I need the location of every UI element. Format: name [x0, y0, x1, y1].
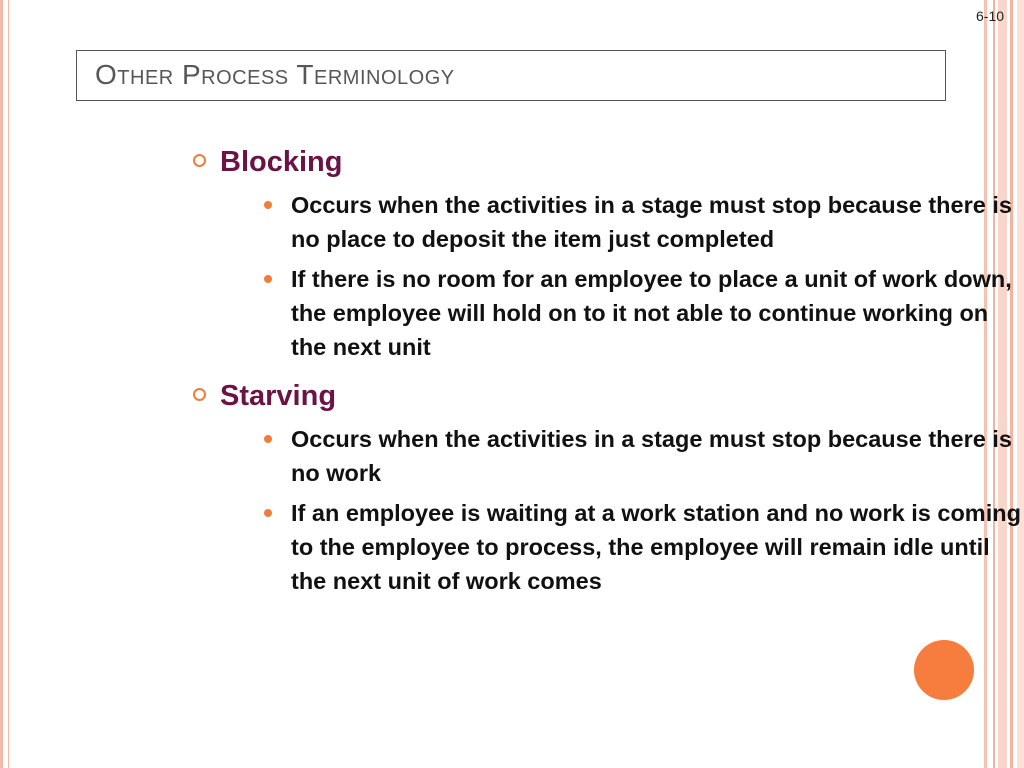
left-border-line	[8, 0, 9, 768]
ring-bullet-icon	[193, 154, 206, 167]
section-starving	[190, 376, 1021, 598]
bullet-text: If an employee is waiting at a work station and no work is coming to the employee to process, the employee will remain idle until the next unit of work comes	[291, 500, 1021, 594]
stripe	[1017, 0, 1024, 768]
section-heading: Blocking	[220, 146, 343, 178]
decorative-circle-icon	[914, 640, 974, 700]
slide-content	[190, 142, 1021, 610]
title-box	[76, 50, 946, 101]
dot-bullet-icon	[264, 201, 272, 209]
right-decorative-stripes	[984, 0, 1024, 768]
list-item	[220, 496, 1021, 598]
list-item	[220, 262, 1012, 364]
left-border-bar	[0, 0, 3, 768]
bullet-text: Occurs when the activities in a stage must stop because there is no work	[291, 426, 1012, 486]
stripe	[998, 0, 1007, 768]
section-blocking	[190, 142, 1012, 364]
bullet-text: Occurs when the activities in a stage must stop because there is no place to deposit the item just completed	[291, 192, 1012, 252]
slide-title: Other Process Terminology	[95, 59, 455, 90]
stripe	[1010, 0, 1013, 768]
stripe	[993, 0, 995, 768]
dot-bullet-icon	[264, 435, 272, 443]
bullet-text: If there is no room for an employee to place a unit of work down, the employee will hold on to it not able to continue working on the next unit	[291, 266, 1012, 360]
slide-number: 6-10	[976, 8, 1005, 24]
section-heading: Starving	[220, 380, 337, 412]
ring-bullet-icon	[193, 388, 206, 401]
list-item	[220, 422, 1012, 490]
dot-bullet-icon	[264, 509, 272, 517]
list-item	[220, 188, 1012, 256]
dot-bullet-icon	[264, 275, 272, 283]
